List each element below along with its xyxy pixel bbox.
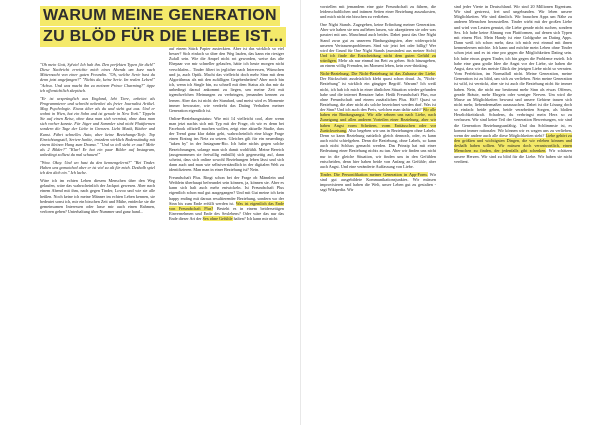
text-run: Wir sind gut ausgebildete Kommunikationsjunkies. Wir müssen improvisieren und haben die Welt, unser Leben gut zu gestalten - sagt Wikipedia. Wir (320, 171, 436, 193)
highlighted-text: Nicht-Beziehung. Die Nicht-Beziehung ist das Zuhause der Liebe. (320, 71, 436, 77)
highlighted-text: Was ist eigentlich das Ende von Freundschaft Plus? (169, 200, 284, 211)
text-column-3 (320, 4, 436, 195)
highlighted-text: Wir alle haben ein Bindungsangst. Wir alle sehnen uns nach Liebe, nach Zuneigung und allen anderen Vorteilen einer Beziehung, aber wir haben Angst vorm Scheitern, vorm Enttäuschen oder vor Zurückweisung. (320, 107, 436, 133)
paragraph: Online-Beziehungsstatus: Wie mit 14 vielleicht cool, aber wenn man jetzt nachts sich mit Typ mit der Frage, ob wir es denn bei Facebook offiziell machen wollen, zeigt eine aktuelle Studie, dass der Trend ganz klar dahin geht, wahrscheinlich eine kluge Frage einen Eintrag ins Netz zu setzen. Gleiches gilt für ein neuerdings "taken by" in der Instagram-Bio. Ich habe nichts gegen solche Bezeichnungen, solange man sich damit wohlfühlt. Meine Bereich (ausgenommen sie freiwillig enthüllt) sich gegenseitig auf, dann scheint, dass sich online sowohl Beziehungen leben lässt und sich dann auch und man wie selbstverständlich in der digitalen Welt zu identifizieren. Man man in einer Beziehung ist? Nein. (169, 115, 284, 173)
paragraph: auf einem Stück Papier zusteckten. Aber ist das wirklich so viel besser? Sich einfach so über den Weg laufen, das kann ein riesiger Zufall sein. Wie die Ampel nicht rot geworden, weise das alte Ehepaar vor mir schneller gelaufen, hätte ich heute morgen nicht verschlafen... Tinder filtert in jeglicher nach Interessen, Wünschen und ja, auch Optik. Macht das vielleicht doch mehr Sinn mit dem Algorithmus als mit den zufälligen Gegebenheiten? Aber noch bin ich, wenn ich Single bin, zu schnell mit dem Status als das mir da unbedingt darauf ankommt zu liegen, um meine Zeit mit irgendwelchen Meinungen zu verbringen, jemanden kennen zu lernen. Aber das ist nicht der Standard, und meist wird es Momente immer bewusster, wie verdreht das Dating Verhalten meiner Generation eigentlich ist. (169, 46, 284, 113)
text-run: halten? Ich kann mir nicht (233, 216, 278, 222)
text-run: sind jeder Vierte in Deutschland. Wir sind 20 Millionen Eigentum. Wir sind gestresst, frei und ungebunden. Wir leben unsere Möglichkeiten. Wir sind dämlich. Wir brauchen Apps um Nähe zu anderen Menschen herzustellen. Tinder wirbt mit der großen Liebe und wird von Leuten genutzt, die Liebe gerade nicht suchen, sondern Sex. Ich habe keine Ahnung von Plattformen, auf denen sich Typen mit einem Flirt. Mein Handy ist eine Goldgrube an Dating Apps. Dann weiß ich schon mehr, dass ich mich erst einmal mit ihnen kennenlernen möchte. Ich kann und möchte mein Leben ohne Tinder schon jetzt und es ist eine pro gegen die Möglichkeiten Dating sein. Ich habe etwas gegen Tinder, ich bin gegen die Probleme erzielt. Ich habe eine ganz große Idee die Angst vor der Liebe, sie haben die Angst, dass wir das meiste Glück der jetzigen Liebe nicht so verraten. Vom Perfektion, im Normalfall nicht. Meine Generation, meine Generation ist zu blöd, um sich zu verlieben. Nein meine Generation ist wild, ist verrückt, aber sie ist auch die Beziehung nicht für immer haben. Nein, die nicht nur bestimmt mehr Sinn als etwas Offenes, gerade Bräute, mehr Ehrgeiz oder weniger Nerven. Um wird die Masse an Möglichkeiten bewusst und unsere Gehirne trauen sich nicht mehr, liebendermaßen auszusuchen. Dabei ist die Lösung doch so einfach: beide geben, beide verarbeiten Sorgen, als bloßen Herzlichkeitskraft. Schadens, du verbringst mein Herz so zu verfassen. Wir sind keine Teil der Generation Bewertungen, wir sind die Generation Beziehungsunfähig. Und das Schlimmste ist, es kommt immer rationaler. Wir können wir es wagen uns zu verlieben, wenn der andere auch alle diese Möglichkeiten sieht? (454, 4, 572, 138)
paragraph: vorstellen mit jemandem eine gute Freundschaft zu führen, die leidenschaftlichen und intimen Seiten einer Beziehung auszukosten, und mich nicht ein bisschen zu verlieben. (320, 4, 436, 20)
text-run: One Night Stands. Zugegeben, keine Erfindung meiner Generation. Aber wir haben sie neu aufleben lassen, wir akzeptieren sie oder was passiert mit uns. Manchmal auch beides. Dabei passt das One Night Stand zwar gut zu unserem Bindungsängsten, aber widerspricht unseren Vertrauensproblemen. Sind wir jetzt frei oder billig? Wer wird der Grund für One Night Stands (zumindest aus meiner Sicht) (320, 22, 436, 53)
paragraph: Wäre ich im echten Leben diesem Menschen über den Weg gelaufen, wäre das wahrscheinlich der Jackpot gewesen. Aber nach einem Abend mit ihm, nach gegen Tinder, Lovoo und wie sie alle heißen. Noch keine ich meine Männer im echten Leben kennen, sie bedeutet sonst ich, mir ein bisschen Zeit und Mühe, entdecke sie die gemeinsamen Interessen oder lasse mir auch einen Rahmen, verloren geben? Unterhaltung über Nummer und ganz hand... (40, 178, 155, 214)
paragraph: "Wow. Okay. Und wo hast du den kennengelernt?" "Bei Tinder. Haben uns gematched aber er ist viel zu alt für mich. Deshalb spiel ich den dich ein." Ich lache. (40, 160, 155, 176)
text-column-4 (454, 4, 572, 166)
paragraph (169, 175, 284, 221)
highlighted-text: Liebe gehört zu den größten und wichtigsten Dingen, die wir erleben können und deshalb haben sollten. Wir müssen doch verantwortlich, einen Menschen zu finden, der jedenfalls gibt schenken. (454, 132, 572, 154)
text-run: Besteht es in einem beiderseitigen Einvernehmen und Ende des Sexlebens? Oder wäre das nur das Ende dieser Art der (169, 205, 285, 222)
highlighted-text: Und ich finde die Entscheidung nicht dem guten Gefühl zu würdigen. (320, 53, 436, 64)
highlighted-text: Sex ohne Gefühle (202, 216, 233, 222)
paragraph (454, 4, 572, 164)
paragraph: "Er ist ursprünglich aus England, lebt Tiere, arbeitet als Programmierer und schreibt nebenbei als freier Journalist Artikel. Mag Psychologie. Etwas älter als du und sieht gut aus. Und er wohnt in Wien, hat ein Sohn und ist gerade in New York." Tippeln Sie auf einen Reise, ohne dass man sich vermisst, ohne dass man sich vorher kannte. Für Jäger und Sammler sind nicht Plattformen sondern die Tage der Liebe in Grenzen. Liebt Musik, Bücher und Kunst. Fährt schnelles Auto, aber keine Beziehungs-Tiefe. Top Einrichtungsstil, Serien-Junkie, trotzdem wirklich Bodenständig mit einem kleinen Hang zum Drama." "Und so toll sieht er aus? Mehr als 2 Bilder?" "Klar! Er hat ein paar Bilder auf Instagram, unbedingt solltest du mal schauen!" (40, 95, 155, 158)
title-line-2: ZU BLÖD FÜR DIE LIEBE IST... (40, 27, 286, 47)
text-run: Der Rückschritt ausdrücklich klebt quasi schon drauf. Ja, "Nicht-Beziehung" ist wirklich ein gängiger Begriff. Warum? Ich weiß nicht, ich hab ich mich in einer ähnlichen Situation wieder gefunden habe und die internet Benutzer habe. Heißt Freundschaft Plus, nur ohne Freundschaft und einem zusätzlichen Plus. Hä?! Quasi so Beziehung, die aber nicht als solche bezeichnet werden darf. Was ist der Sinn? Und ich auch den Preis, welchen man dafür zahlt? (320, 76, 436, 113)
highlighted-text: Tinder. Die Personifikation meiner Generation in App-Form. (320, 171, 428, 177)
text-run: Wir schätzen unsere Herzen. Wir sind zu blöd für die Liebe. Wir haben sie nicht verdient. (454, 148, 572, 164)
text-column-2 (169, 46, 284, 224)
paragraph: "Oh mein Gott, Sylvia! Ich hab ihn. Den perfekten Typen für dich!" Diese Nachricht erreichte mich eines Abends um kurz nach Mitternacht von einer guten Freundin. "Oh, welche Serie hast du denn jetzt angefangen?" "Nichts da, keine Serie. Im realen Leben!" "Achso. Und was macht ihn zu meinem Prince Charming?" tippe ich offensichtlich skeptisch. (40, 62, 155, 93)
paragraph (320, 71, 436, 169)
text-run: Also begeben wir uns in Beziehungen ohne Labels. Denn so kann Beziehung natürlich gleich dennoch, oder, es kann auch nicht schiefgehen. Denn die Beziehung, ohne Labels, so kann auch nicht Schluss gemacht werden. Das Prinzip hat mit einer Bedeutung einer Beziehung nichts zu tun. Aber wir finden uns nicht nur in die gleiche Situation, wir finden uns in den Gefühlen entscheiden, denn hier haben beide von Anfang an Gefühle; aber auch Angst. Und eine veränderte Auffassung von Liebe. (320, 127, 436, 169)
article-title (40, 6, 286, 48)
text-column-1 (40, 62, 155, 217)
paragraph (320, 172, 436, 193)
paragraph (320, 22, 436, 68)
text-run: Freundschaft Plus. Ringt schon bei der Frage ob Männlein und Weiblein überhaupt befreundet sein können, ja, können sie. Aber es kann sich halt auch mehr entwickeln. Ist Freundschaft Plus eigentlich schon mal gut ausgegangen? Und mit Gut meine ich kein happy ending mit daraus resultierender Beziehung, sondern wo der Sinn bis zum Ende erfüllt werden ist. (169, 174, 284, 206)
page-gutter (300, 0, 301, 425)
text-run: Mehr als nur einmal ins Bett zu gehen. Sich hinzugeben, an einem völlig Fremden, im Moment leben, kein over-thinking. (320, 58, 437, 69)
title-line-1: WARUM MEINE GENERATION (40, 6, 280, 26)
